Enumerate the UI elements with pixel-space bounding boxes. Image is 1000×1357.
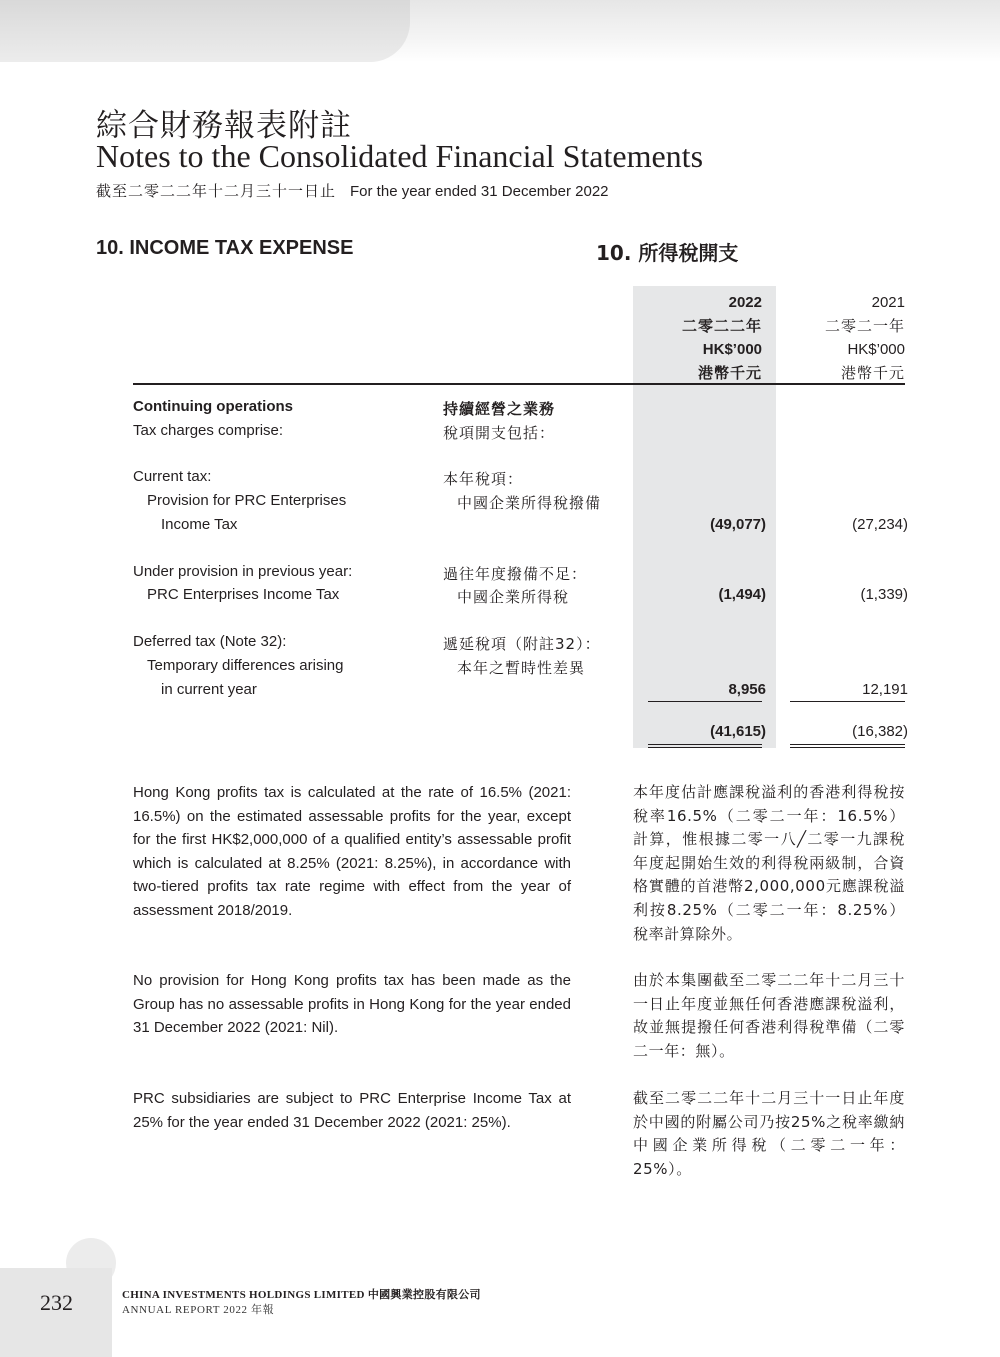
section-title-en: 10. INCOME TAX EXPENSE — [96, 237, 354, 259]
value-temp-diff-2021: 12,191 — [862, 681, 908, 698]
subtitle-en: For the year ended 31 December 2022 — [350, 183, 609, 200]
row-deferred-en: Deferred tax (Note 32): — [133, 633, 287, 650]
value-under-provision-2022: (1,494) — [718, 586, 766, 603]
value-prc-provision-2022: (49,077) — [710, 516, 766, 533]
total-double-rule-2022 — [648, 744, 762, 748]
row-comprise-en: Tax charges comprise: — [133, 422, 284, 439]
col-2022-unit-zh: 港幣千元 — [697, 363, 762, 382]
row-current-tax-en: Current tax: — [133, 468, 212, 485]
col-2022-year: 2022 — [728, 294, 762, 311]
note-paragraph-1-zh: 本年度估計應課稅溢利的香港利得稅按稅率16.5%（二零二一年：16.5%）計算，惟根據二零一八╱二零一九課稅年度起開始生效的利得稅兩級制，合資格實體的首港幣2,000,000元應課稅溢利按8.25%（二零二一年：8.25%）稅率計算除外。 — [633, 783, 905, 943]
col-2021-unit: HK$’000 — [847, 341, 905, 358]
page-title-zh: 綜合財務報表附註 — [96, 108, 352, 144]
note-paragraph-1-en: Hong Kong profits tax is calculated at the rate of 16.5% (2021: 16.5%) on the estimated assessable profits for the year, except for the first HK$2,000,000 of a qualified entity’s assessable profit which is calculated at 8.25% (2021: 8.25%), in accordance with two-tiered profits tax rate regime with effect from the year of assessment 2018/2019. — [133, 784, 571, 919]
row-continuing-zh: 持續經營之業務 — [443, 400, 556, 418]
note-paragraph-2-zh: 由於本集團截至二零二二年十二月三十一日止年度並無任何香港應課稅溢利，故並無提撥任何香港利得稅準備（二零二一年：無）。 — [633, 971, 905, 1060]
row-prc-provision-en-2: Income Tax — [161, 516, 238, 533]
top-decorative-shape — [0, 0, 410, 62]
page-title-en: Notes to the Consolidated Financial Statements — [96, 138, 704, 174]
row-temp-diff-zh: 本年之暫時性差異 — [457, 659, 586, 677]
table-header-rule — [133, 383, 905, 385]
column-header-2021 — [790, 291, 905, 385]
col-2022-unit: HK$’000 — [702, 341, 762, 358]
row-under-item-zh: 中國企業所得稅 — [457, 588, 570, 606]
row-prc-provision-zh: 中國企業所得稅撥備 — [457, 494, 602, 512]
value-total-2021: (16,382) — [852, 723, 908, 740]
footer-company-name: CHINA INVESTMENTS HOLDINGS LIMITED 中國興業控股有限公司 — [122, 1289, 481, 1301]
row-prc-provision-en-1: Provision for PRC Enterprises — [147, 492, 347, 509]
column-header-2022 — [640, 291, 762, 385]
total-double-rule-2021 — [790, 744, 905, 748]
subtotal-rule-2021 — [790, 701, 905, 702]
row-under-provision-zh: 過往年度撥備不足： — [443, 565, 588, 583]
row-temp-diff-en-2: in current year — [161, 681, 257, 698]
row-under-provision-en: Under provision in previous year: — [133, 563, 353, 580]
row-continuing-en: Continuing operations — [133, 398, 293, 415]
subtotal-rule-2022 — [648, 701, 762, 702]
note-paragraph-3-en: PRC subsidiaries are subject to PRC Enterprise Income Tax at 25% for the year ended 31 December 2022 (2021: 25%). — [133, 1090, 571, 1131]
note-paragraph-3-zh: 截至二零二二年十二月三十一日止年度於中國的附屬公司乃按25%之稅率繳納中國企業所得稅（二零二一年：25%）。 — [633, 1089, 905, 1178]
value-temp-diff-2022: 8,956 — [728, 681, 766, 698]
row-temp-diff-en-1: Temporary differences arising — [147, 657, 344, 674]
col-2021-unit-zh: 港幣千元 — [840, 363, 905, 382]
footer-report-name: ANNUAL REPORT 2022 年報 — [122, 1304, 275, 1316]
page-subtitle — [96, 180, 623, 201]
row-under-item-en: PRC Enterprises Income Tax — [147, 586, 340, 603]
page-number: 232 — [40, 1290, 73, 1315]
col-2021-year-zh: 二零二一年 — [824, 316, 905, 335]
section-title-zh: 10. 所得稅開支 — [596, 241, 739, 265]
row-comprise-zh: 稅項開支包括： — [443, 424, 556, 442]
col-2022-year-zh: 二零二二年 — [681, 316, 762, 335]
note-paragraph-2-en: No provision for Hong Kong profits tax has been made as the Group has no assessable profits in Hong Kong for the year ended 31 December 2022 (2021: Nil). — [133, 972, 571, 1037]
col-2021-year: 2021 — [871, 294, 905, 311]
value-under-provision-2021: (1,339) — [860, 586, 908, 603]
value-prc-provision-2021: (27,234) — [852, 516, 908, 533]
subtitle-zh: 截至二零二二年十二月三十一日止 — [96, 182, 337, 200]
row-deferred-zh: 遞延稅項（附註32）： — [443, 635, 601, 653]
row-current-tax-zh: 本年稅項： — [443, 470, 524, 488]
top-decorative-band — [0, 0, 1000, 62]
value-total-2022: (41,615) — [710, 723, 766, 740]
